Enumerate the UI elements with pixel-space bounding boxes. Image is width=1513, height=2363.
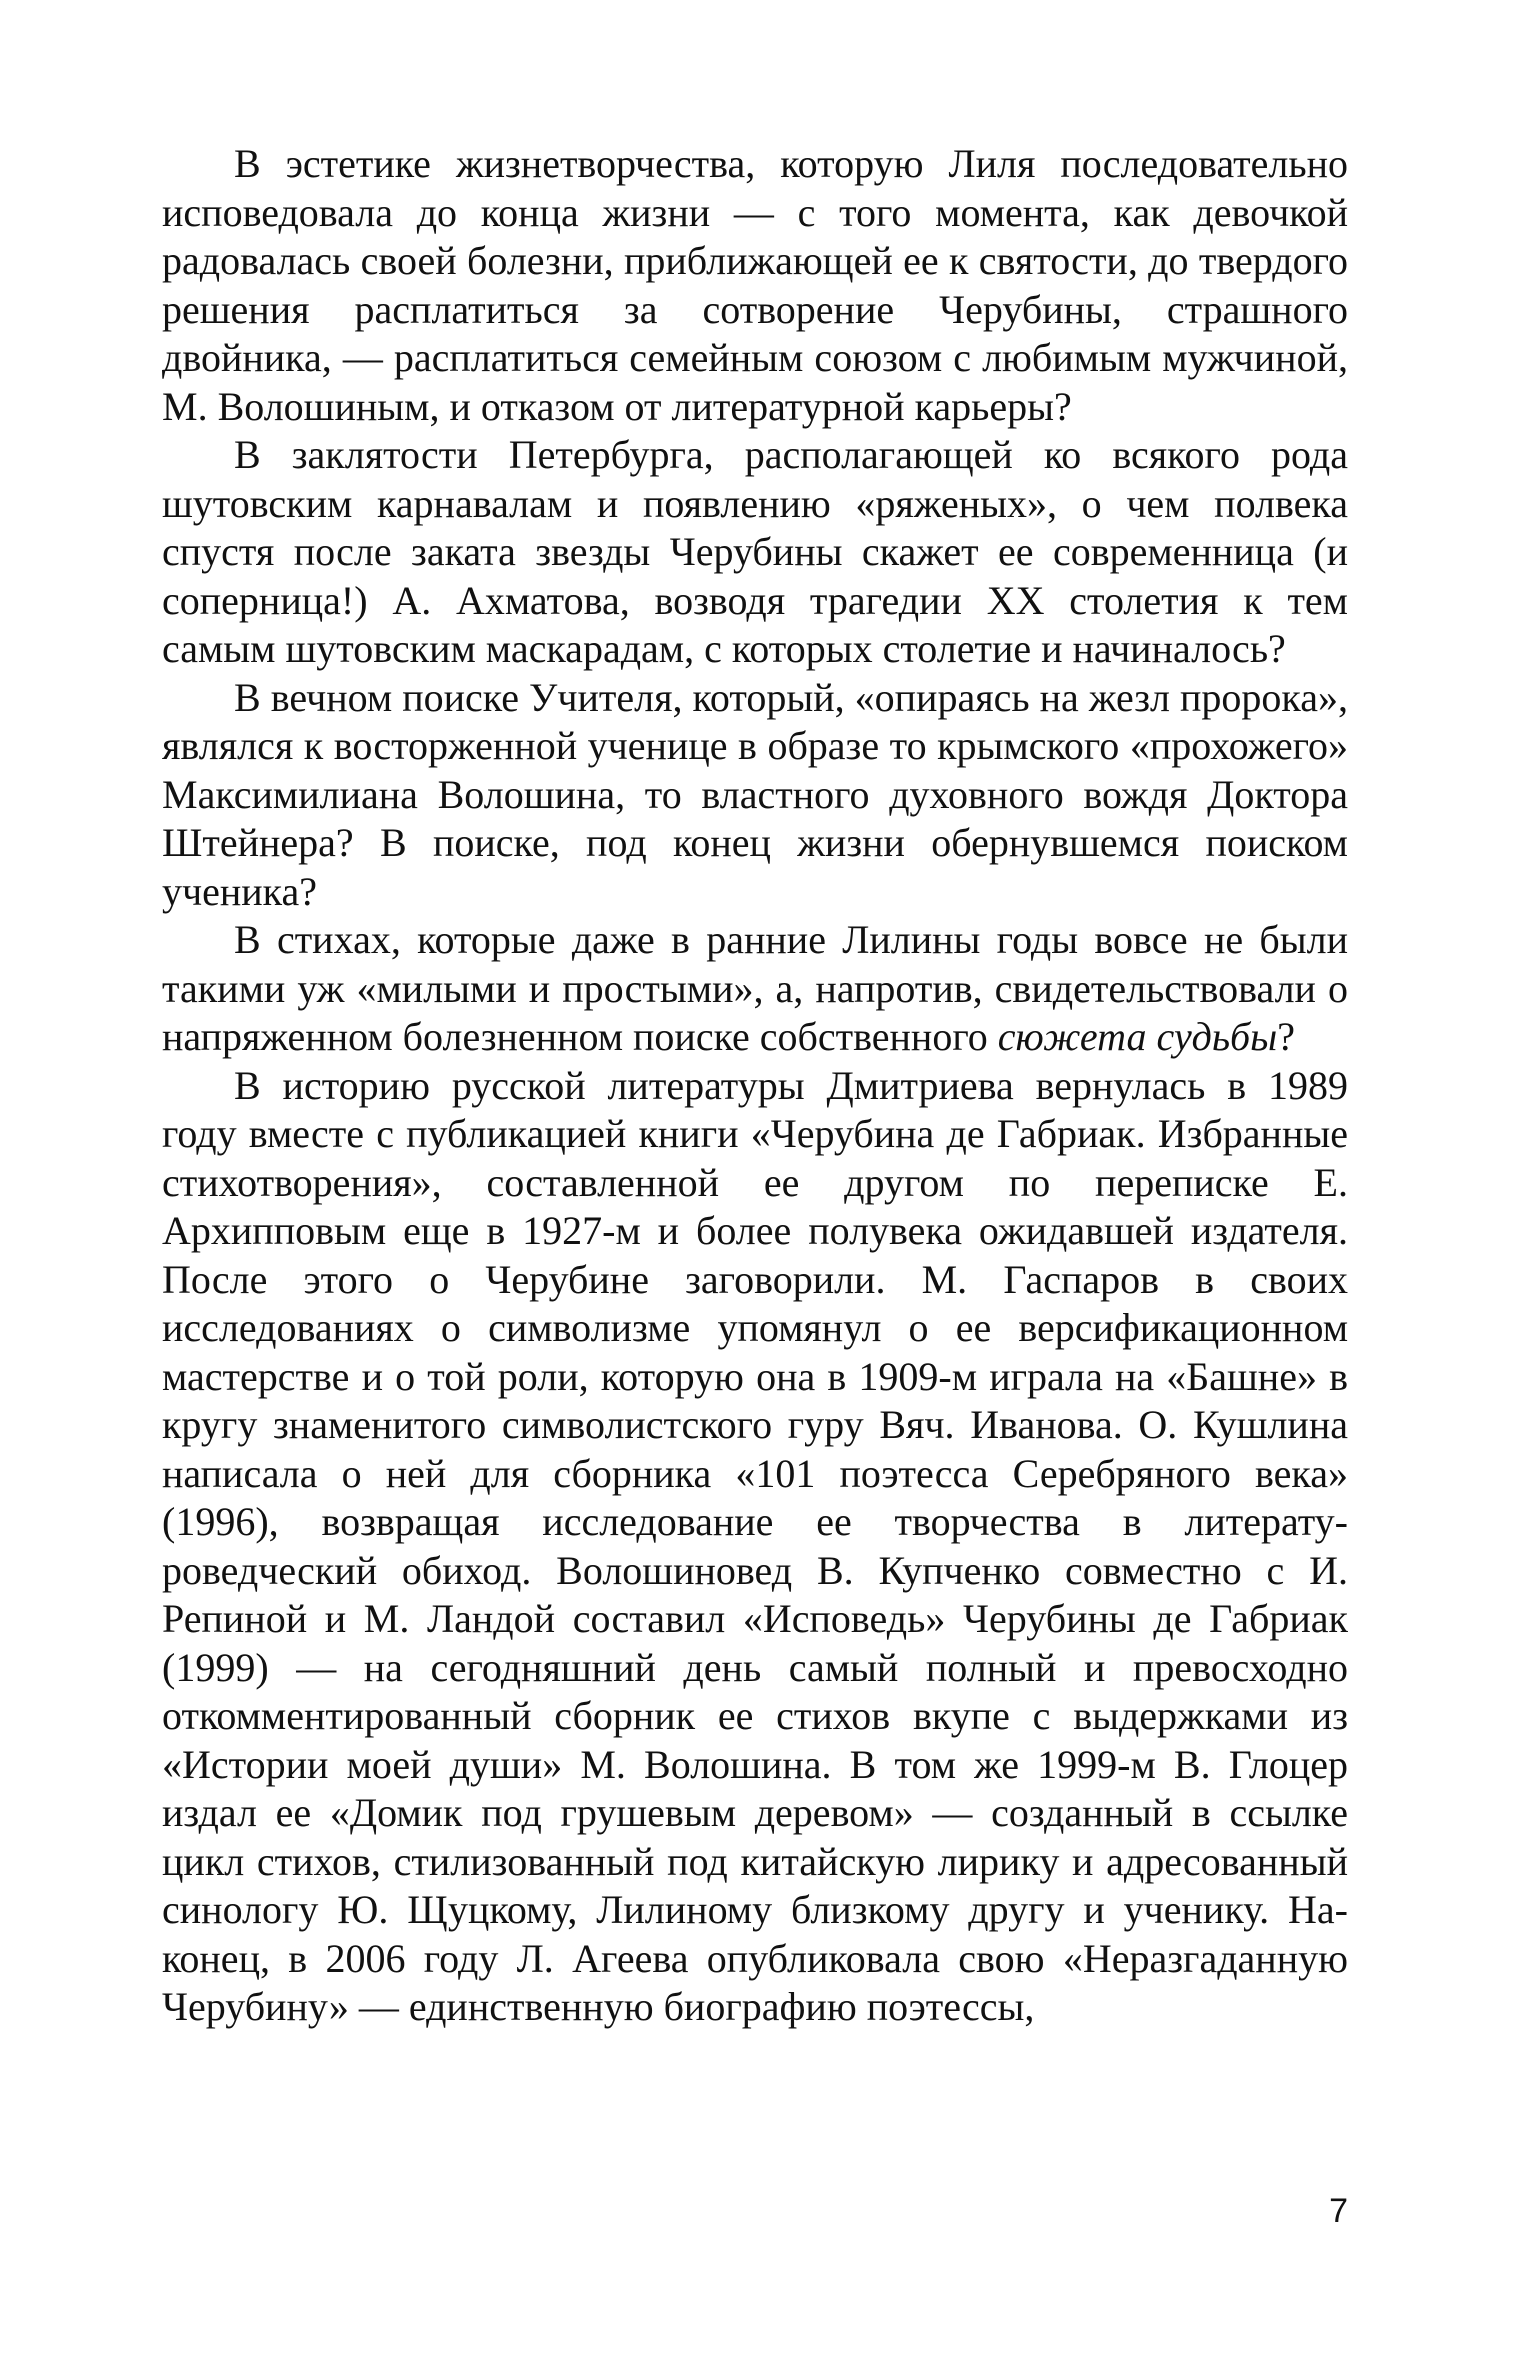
paragraph-1: В эстетике жизнетворчества, которую Лиля последовательно исповедовала до конца жизни — с того момента, как девочкой радовалась своей болезни, приближающей ее к святости, до твердого решения расплатиться за сотворение Черубины, страшного двойника, — расплатиться семейным союзом с любимым мужчиной, М. Волошиным, и отказом от литературной карьеры? (162, 141, 1348, 429)
paragraph-3: В вечном поиске Учителя, который, «опираясь на жезл пророка», являлся к восторженной ученице в образе то крымского «прохожего» Максимилиана Волошина, то властного духовного вождя Доктора Штейнера? В поиске, под конец жизни обернувшемся поиском ученика? (162, 674, 1348, 914)
paragraph-4-text-after: ? (1277, 1014, 1295, 1059)
paragraph-4 (162, 916, 1348, 1062)
body-text (162, 140, 1348, 2032)
paragraph-4-emphasis: сюжета судьбы (997, 1014, 1278, 1059)
paragraph-4-text-before: В стихах, которые даже в ранние Лилины годы вовсе не были такими уж «милыми и простыми», а, напротив, свидетельствовали о напряженном болезненном поиске собственного (162, 917, 1348, 1059)
paragraph-5: В историю русской литературы Дмитриева вернулась в 1989 году вместе с публикацией книги «Черубина де Габриак. Избранные стихотворения», составленной ее другом по переписке Е. Архипповым еще в 1927-м и более полувека ожидавшей издателя. После этого о Черубине заговорили. М. Гаспаров в своих исследованиях о символизме упомянул о ее версификационном мастерстве и о той роли, которую она в 1909-м играла на «Башне» в кругу знаменитого символистского гуру Вяч. Иванова. О. Кушлина написала о ней для сборника «101 поэтесса Серебряного века» (1996), возвращая исследование ее творчества в литературоведческий обиход. Волошиновед В. Купченко совместно с И. Репиной и М. Ландой составил «Исповедь» Черубины де Габриак (1999) — на сегодняшний день самый полный и превосходно откомментированный сборник ее стихов вкупе с выдержками из «Истории моей души» М. Волошина. В том же 1999-м В. Глоцер издал ее «Домик под грушевым деревом» — созданный в ссылке цикл стихов, стилизованный под китайскую лирику и адресованный синологу Ю. Щуцкому, Лилиному близкому другу и ученику. Наконец, в 2006 году Л. Агеева опубликовала свою «Неразгаданную Черубину» — единственную биографию поэтессы, (162, 1062, 1348, 2029)
paragraph-2: В заклятости Петербурга, располагающей ко всякого рода шутовским карнавалам и появлению «ряженых», о чем полвека спустя после заката звезды Черубины скажет ее современница (и соперница!) А. Ахматова, возводя трагедии XX столетия к тем самым шутовским маскарадам, с которых столетие и начиналось? (162, 432, 1348, 671)
page-number: 7 (1329, 2192, 1348, 2230)
